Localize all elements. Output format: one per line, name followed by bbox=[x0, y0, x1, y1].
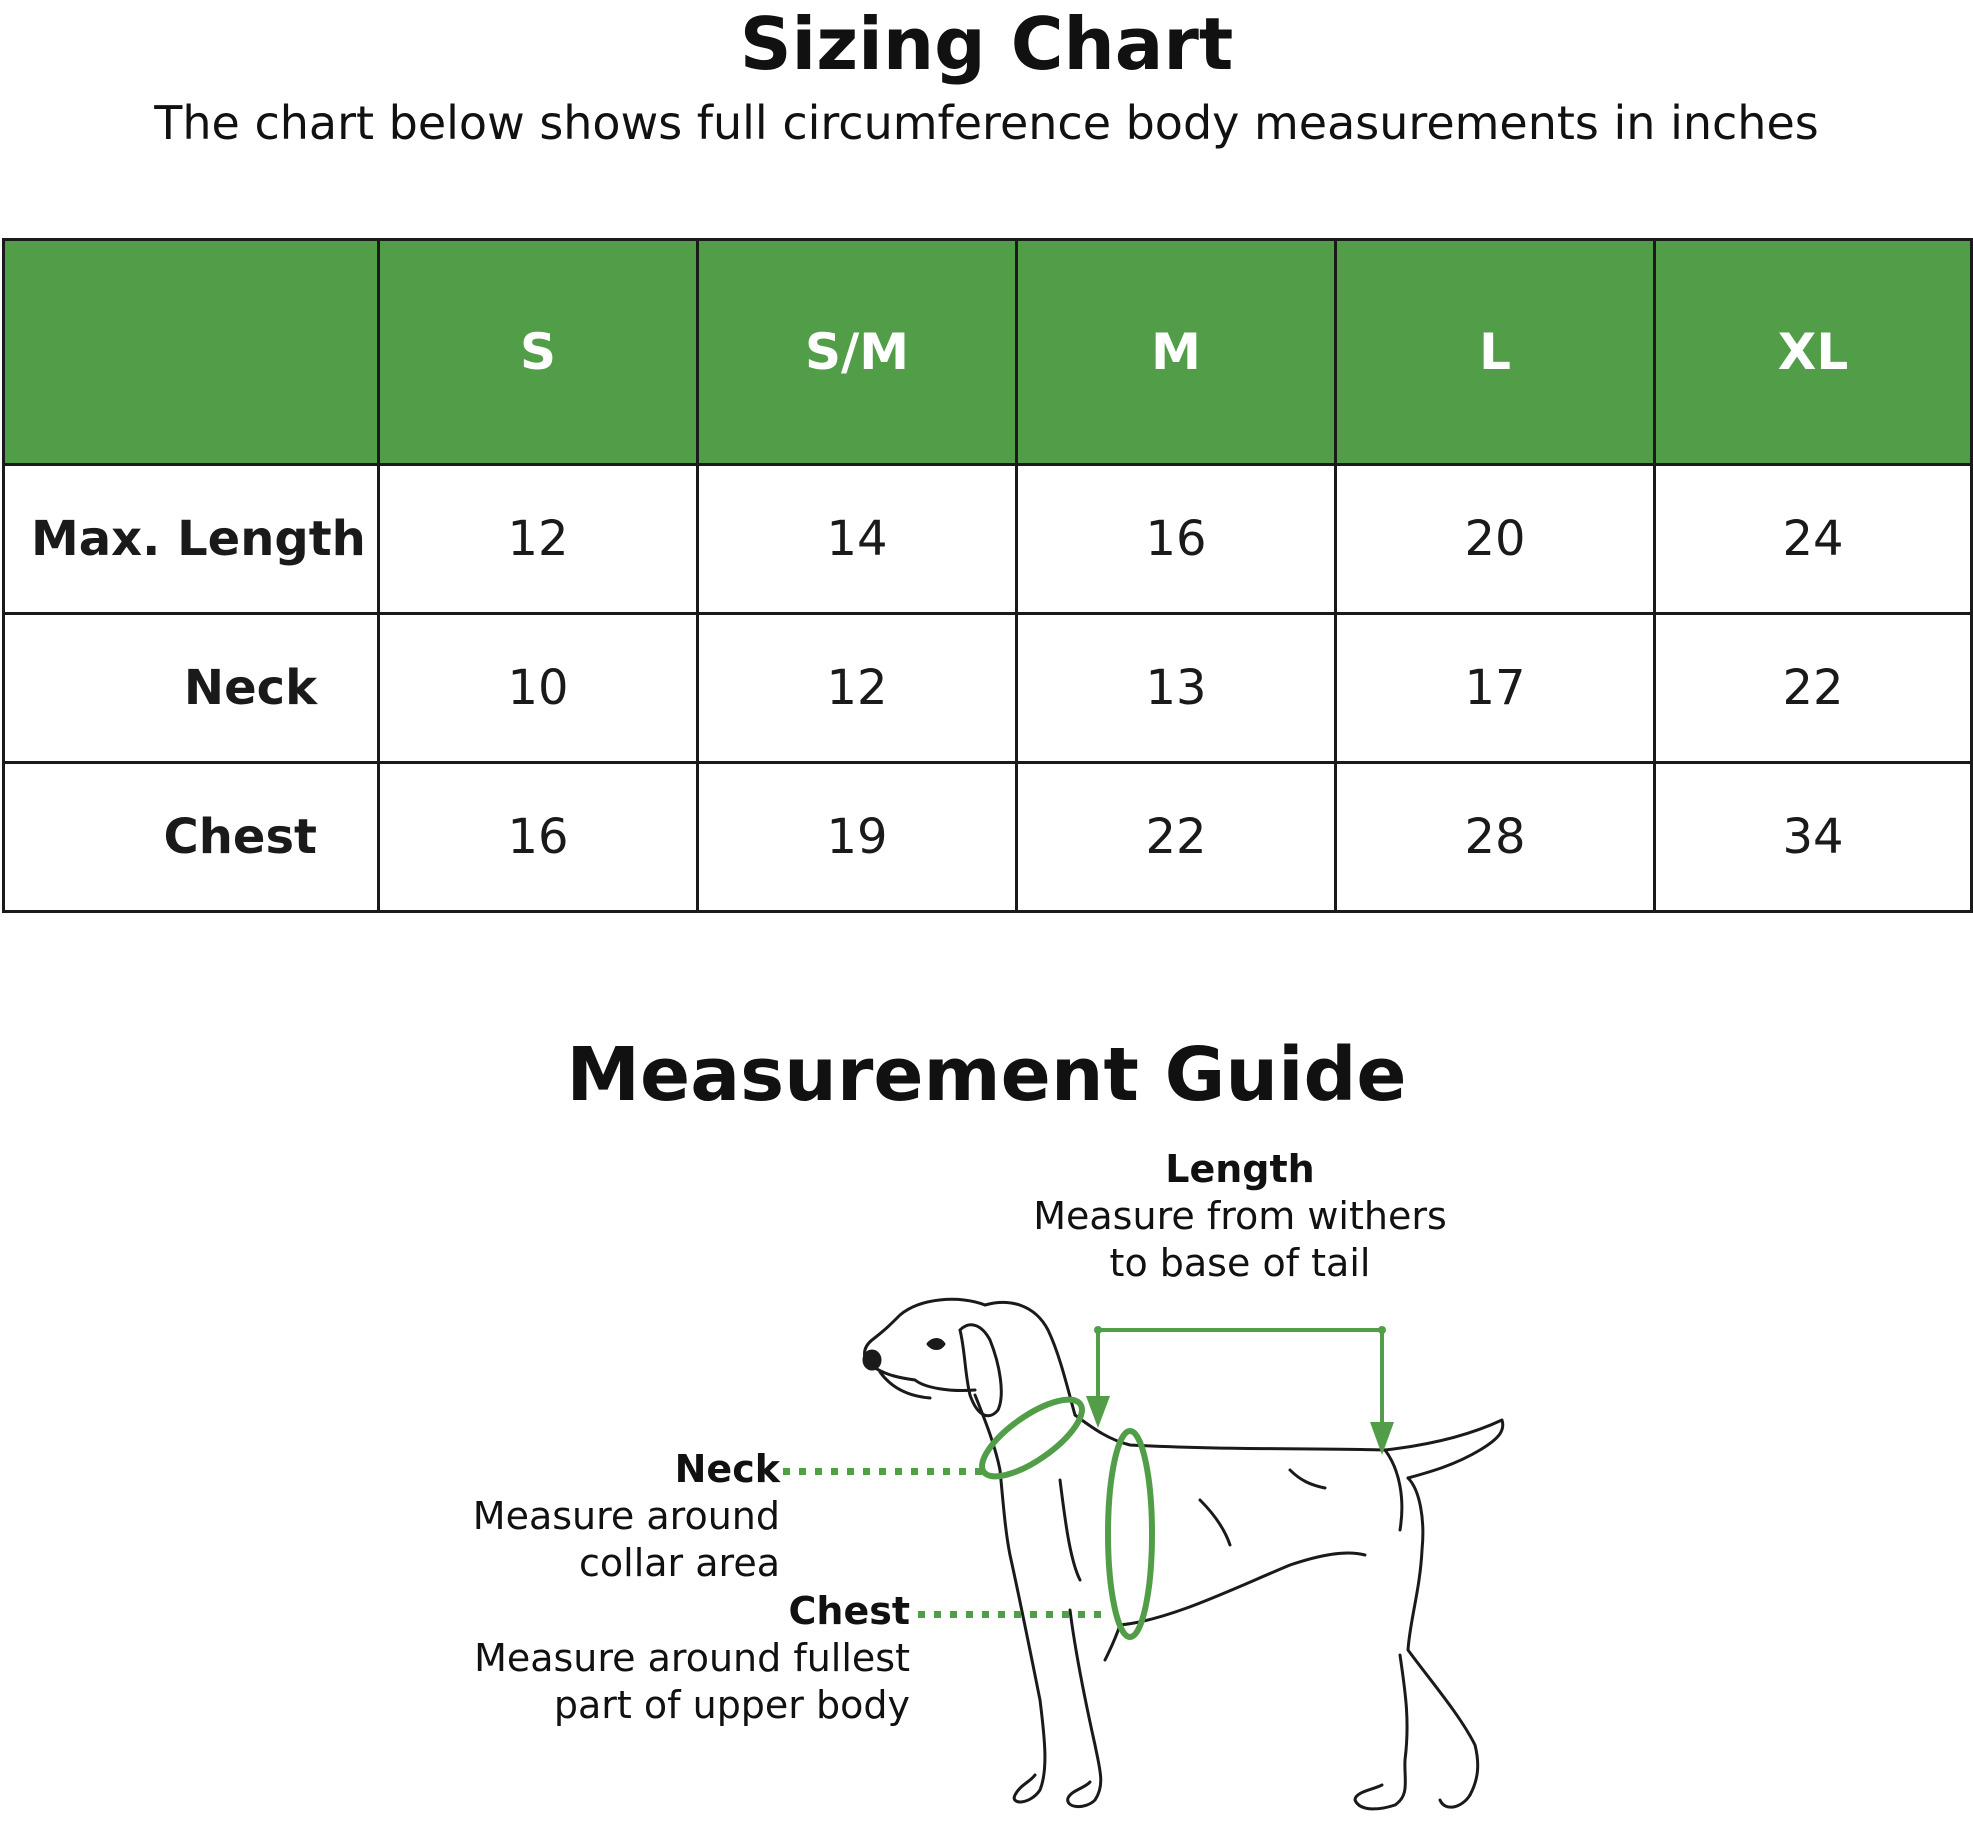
length-line-1: Measure from withers bbox=[1033, 1194, 1447, 1238]
length-line-2: to base of tail bbox=[1109, 1241, 1371, 1285]
chest-line-1: Measure around fullest bbox=[474, 1636, 910, 1680]
chest-ring-marker bbox=[1108, 1431, 1152, 1637]
table-cell: 24 bbox=[1655, 465, 1972, 614]
sizing-table bbox=[2, 238, 1973, 913]
table-cell: 20 bbox=[1336, 465, 1655, 614]
dog-outline-illustration bbox=[864, 1299, 1503, 1809]
table-cell: 12 bbox=[698, 614, 1017, 763]
size-header-m: M bbox=[1017, 240, 1336, 465]
header-corner-cell bbox=[4, 240, 379, 465]
neck-line-1: Measure around bbox=[472, 1494, 780, 1538]
table-cell: 13 bbox=[1017, 614, 1336, 763]
row-label-neck: Neck bbox=[4, 614, 379, 763]
neck-callout bbox=[400, 1446, 780, 1587]
neck-dotted-pointer bbox=[783, 1468, 982, 1475]
chest-dotted-pointer bbox=[918, 1611, 1101, 1618]
size-header-s: S bbox=[379, 240, 698, 465]
page-subtitle: The chart below shows full circumference body measurements in inches bbox=[154, 96, 1819, 150]
size-header-l: L bbox=[1336, 240, 1655, 465]
length-bracket-marker bbox=[1086, 1326, 1394, 1455]
chest-callout bbox=[410, 1588, 910, 1729]
length-callout bbox=[1000, 1146, 1480, 1287]
table-cell: 16 bbox=[1017, 465, 1336, 614]
table-header-row bbox=[4, 240, 1972, 465]
length-heading: Length bbox=[1165, 1147, 1315, 1191]
table-row-max-length bbox=[4, 465, 1972, 614]
chest-line-2: part of upper body bbox=[553, 1683, 910, 1727]
table-cell: 14 bbox=[698, 465, 1017, 614]
table-cell: 12 bbox=[379, 465, 698, 614]
table-cell: 10 bbox=[379, 614, 698, 763]
neck-ring-marker bbox=[971, 1386, 1093, 1490]
size-header-sm: S/M bbox=[698, 240, 1017, 465]
table-cell: 28 bbox=[1336, 763, 1655, 912]
row-label-max-length: Max. Length bbox=[4, 465, 379, 614]
table-cell: 17 bbox=[1336, 614, 1655, 763]
table-cell: 22 bbox=[1017, 763, 1336, 912]
chest-heading: Chest bbox=[788, 1589, 910, 1633]
table-cell: 22 bbox=[1655, 614, 1972, 763]
neck-line-2: collar area bbox=[579, 1541, 780, 1585]
measurement-guide-title: Measurement Guide bbox=[566, 1032, 1407, 1118]
table-cell: 16 bbox=[379, 763, 698, 912]
table-row-chest bbox=[4, 763, 1972, 912]
row-label-chest: Chest bbox=[4, 763, 379, 912]
table-cell: 19 bbox=[698, 763, 1017, 912]
page-title: Sizing Chart bbox=[739, 2, 1234, 86]
table-cell: 34 bbox=[1655, 763, 1972, 912]
table-row-neck bbox=[4, 614, 1972, 763]
neck-heading: Neck bbox=[674, 1447, 780, 1491]
size-header-xl: XL bbox=[1655, 240, 1972, 465]
